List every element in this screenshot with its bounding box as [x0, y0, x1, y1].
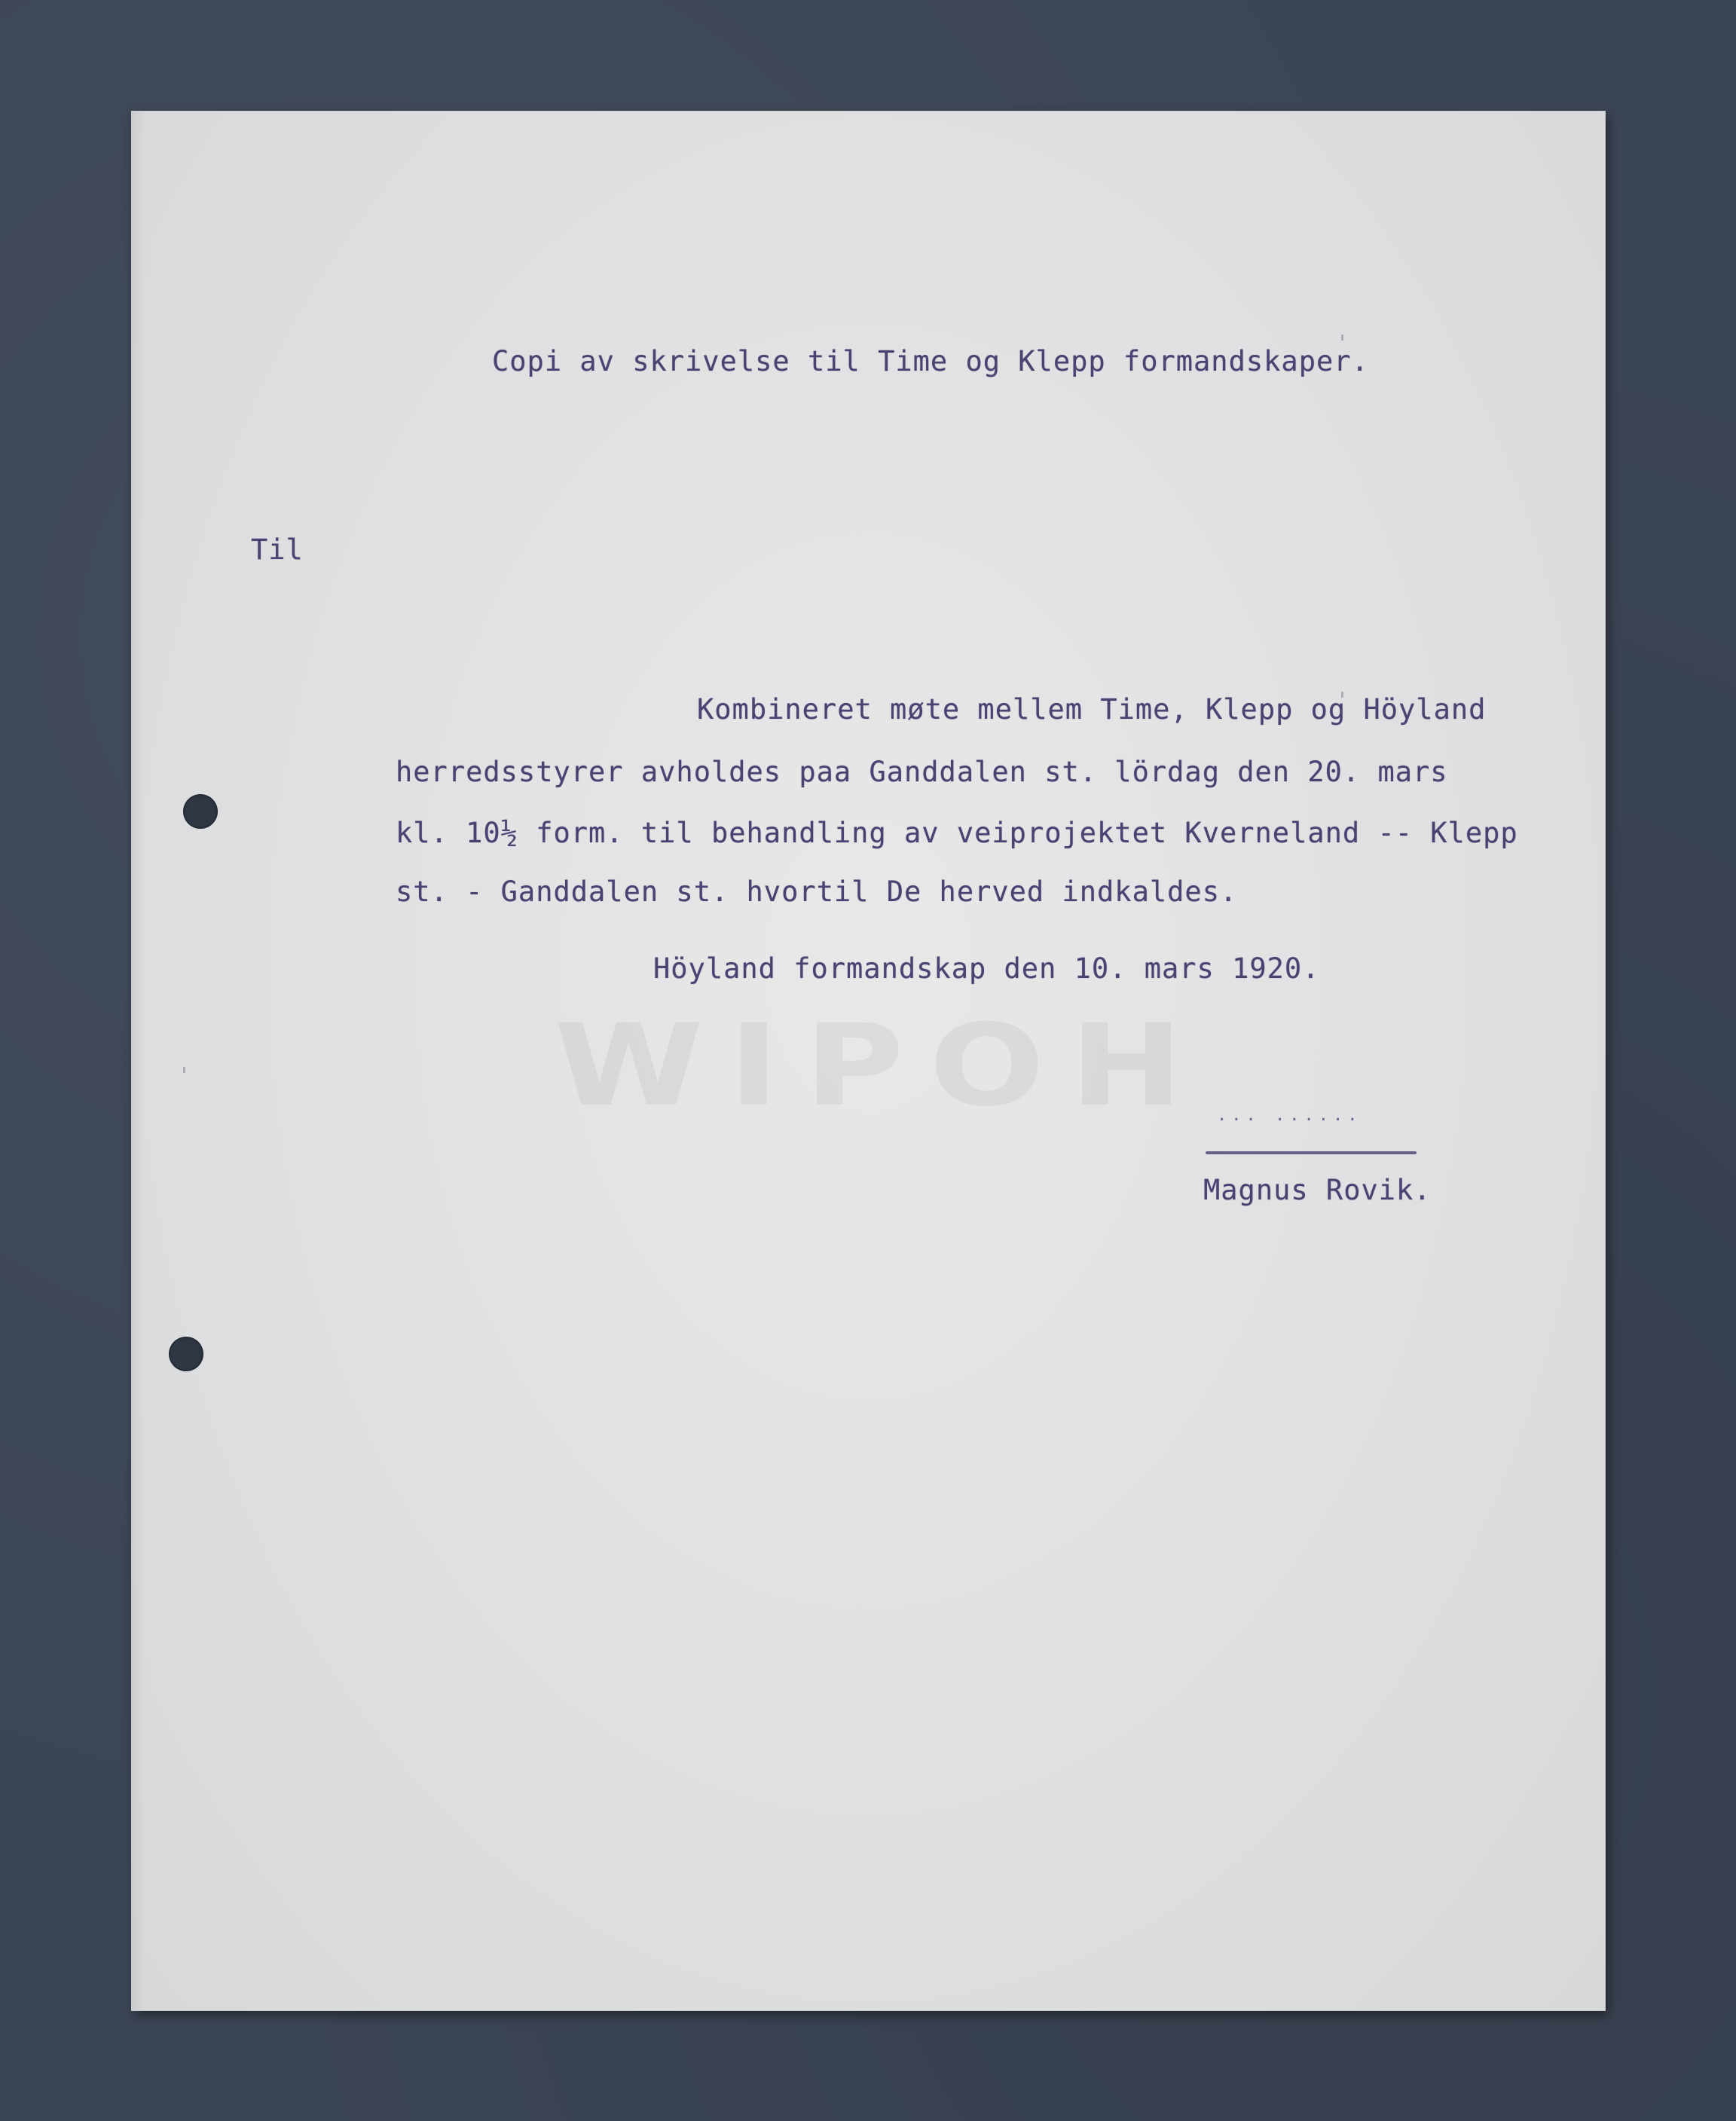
paper-speck [183, 1067, 185, 1073]
document-page [132, 112, 1605, 2010]
salutation: Til [251, 533, 304, 566]
body-line: Kombineret møte mellem Time, Klepp og Höyland [697, 693, 1487, 726]
signer-name: Magnus Rovik. [1203, 1174, 1432, 1206]
body-line: kl. 10½ form. til behandling av veiprojektet Kverneland -- Klepp [396, 817, 1518, 849]
body-line: st. - Ganddalen st. hvortil De herved indkaldes. [396, 876, 1238, 908]
signature-dots: ... ...... [1217, 1106, 1362, 1125]
signature-line [1206, 1151, 1417, 1154]
dateline: Höyland formandskap den 10. mars 1920. [653, 952, 1320, 985]
document-heading: Copi av skrivelse til Time og Klepp formandskaper. [492, 345, 1369, 377]
body-line: herredsstyrer avholdes paa Ganddalen st. lördag den 20. mars [396, 756, 1448, 788]
punch-hole-top [183, 794, 218, 829]
bleed-through-watermark: WIPOH [554, 1001, 1209, 1132]
paper-speck [1341, 335, 1343, 341]
punch-hole-bottom [169, 1337, 203, 1371]
